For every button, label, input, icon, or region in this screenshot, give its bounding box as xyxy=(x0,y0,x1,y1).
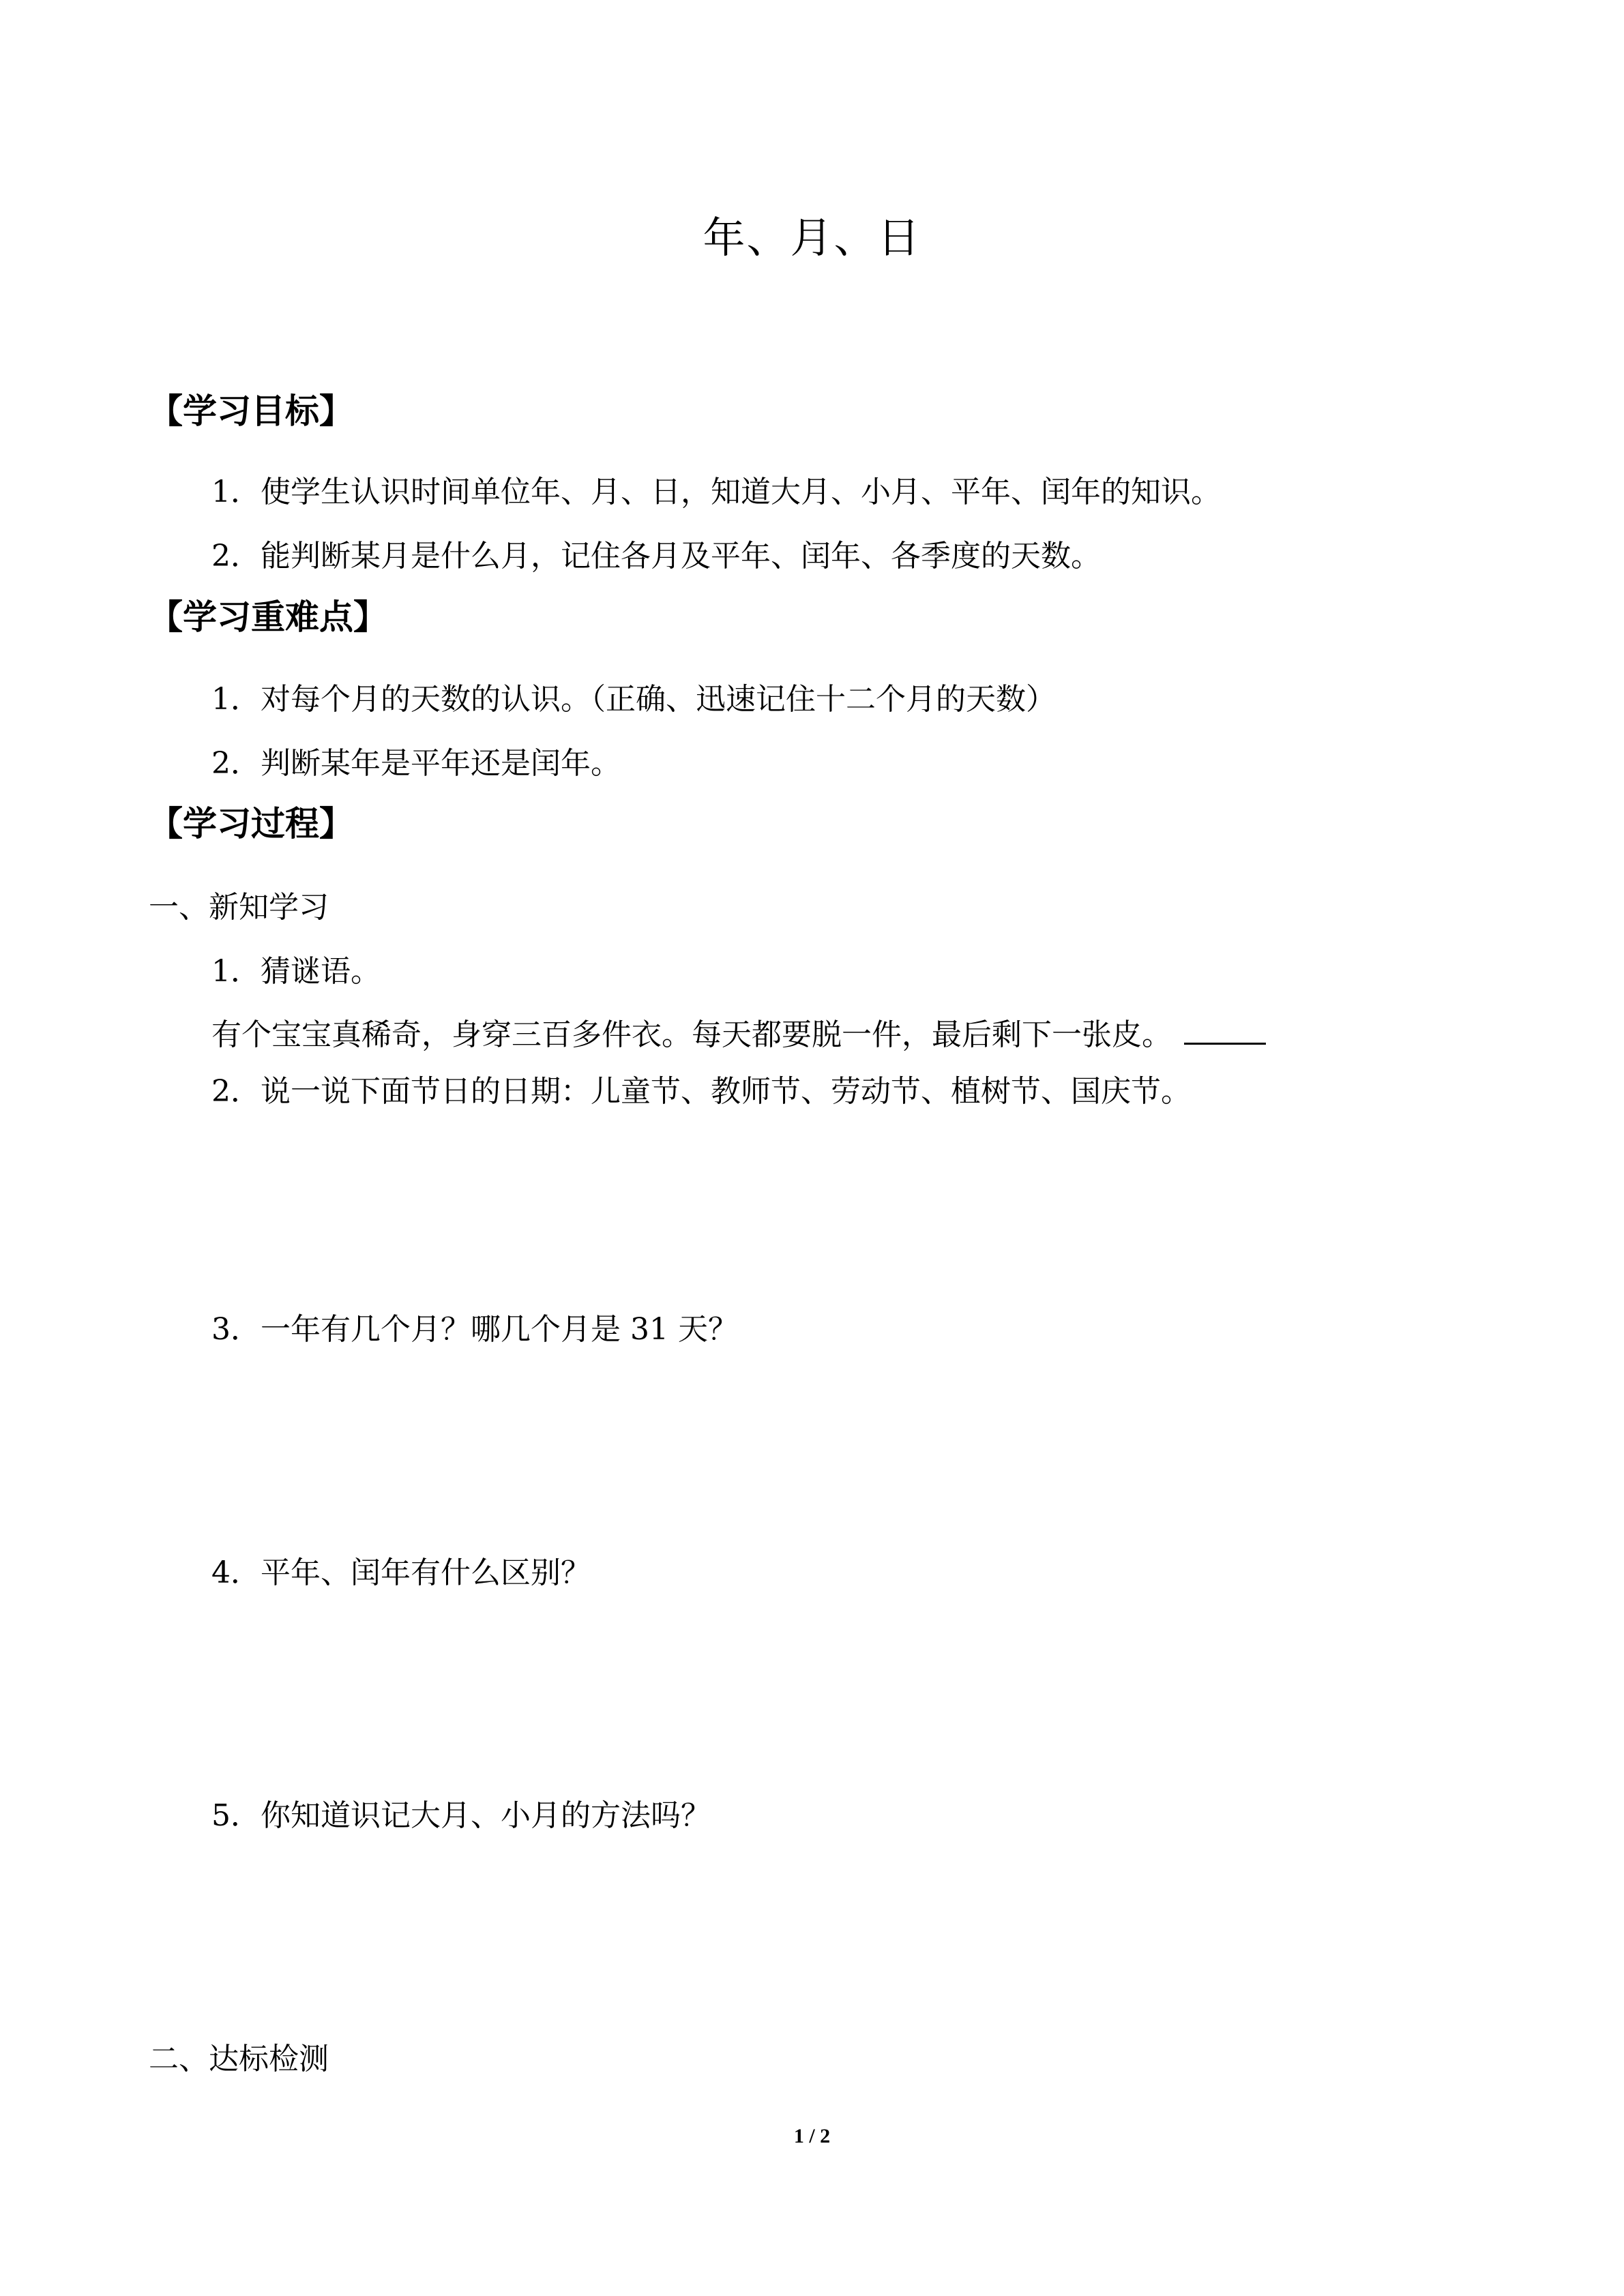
part-one-label: 一、新知学习 xyxy=(149,890,329,925)
page-title: 年、月、日 xyxy=(703,213,921,263)
goals-heading: 【学习目标】 xyxy=(149,391,353,431)
question-3: 3．一年有几个月？哪几个月是 31 天？ xyxy=(211,1312,738,1347)
goal-item-1: 1．使学生认识时间单位年、月、日，知道大月、小月、平年、闰年的知识。 xyxy=(211,475,1221,509)
question-1-label: 1．猜谜语。 xyxy=(211,954,381,989)
key-points-heading: 【学习重难点】 xyxy=(149,597,387,637)
key-point-item-1: 1．对每个月的天数的认识。（正确、迅速记住十二个月的天数） xyxy=(211,682,1056,717)
riddle-content: 有个宝宝真稀奇，身穿三百多件衣。每天都要脱一件，最后剩下一张皮。 xyxy=(211,1017,1172,1052)
page-number: 1 / 2 xyxy=(793,2125,831,2147)
answer-blank[interactable] xyxy=(1184,1017,1266,1045)
key-point-item-2: 2．判断某年是平年还是闰年。 xyxy=(211,746,621,781)
question-4: 4．平年、闰年有什么区别？ xyxy=(211,1555,591,1590)
goal-item-2: 2．能判断某月是什么月，记住各月及平年、闰年、各季度的天数。 xyxy=(211,539,1101,573)
process-heading: 【学习过程】 xyxy=(149,804,353,844)
question-2: 2．说一说下面节日的日期：儿童节、教师节、劳动节、植树节、国庆节。 xyxy=(211,1074,1191,1109)
question-5: 5．你知道识记大月、小月的方法吗？ xyxy=(211,1798,711,1833)
riddle-text xyxy=(211,1017,1266,1050)
part-two-label: 二、达标检测 xyxy=(149,2042,329,2076)
